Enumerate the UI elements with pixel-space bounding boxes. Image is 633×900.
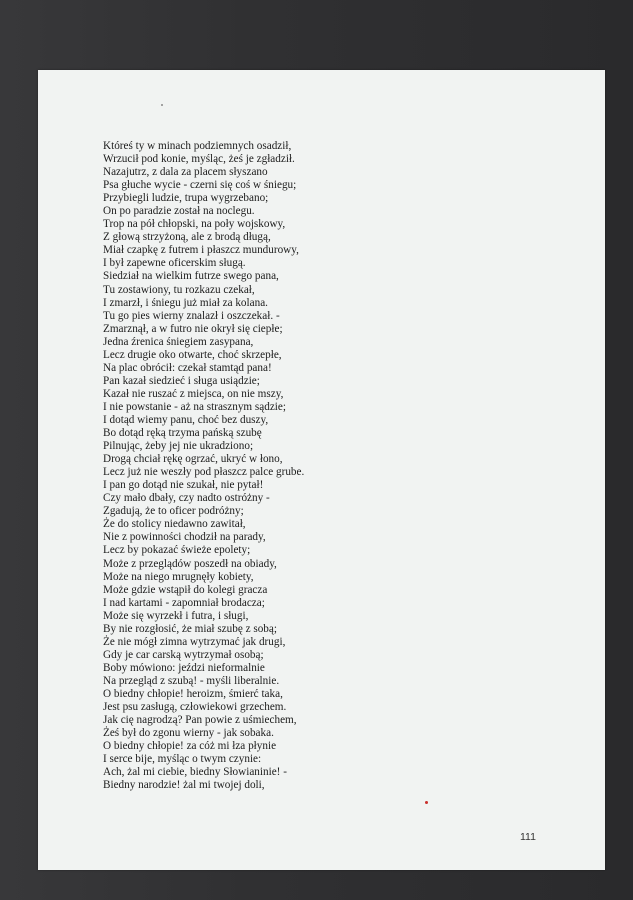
poem-line: Że do stolicy niedawno zawitał, xyxy=(103,518,246,531)
poem-line: Drogą chciał rękę ogrzać, ukryć w łono, xyxy=(103,453,283,466)
poem-line: Biedny narodzie! żal mi twojej doli, xyxy=(103,779,265,792)
poem-line: Zmarznął, a w futro nie okrył się ciepłe; xyxy=(103,322,283,335)
poem-line: Wrzucił pod konie, myśląc, żeś je zgładził. xyxy=(103,153,295,166)
poem-line: Lecz by pokazać świeże epolety; xyxy=(103,544,251,557)
poem-line: Może na niego mrugnęły kobiety, xyxy=(103,570,254,583)
page-number: 111 xyxy=(520,831,536,843)
poem-line: I nad kartami - zapomniał brodacza; xyxy=(103,596,265,609)
ink-speck xyxy=(425,801,428,804)
poem-line: Lecz drugie oko otwarte, choć skrzepłe, xyxy=(103,348,282,361)
poem-line: Psa głuche wycie - czerni się coś w śniegu; xyxy=(103,179,297,192)
poem-line: Tu zostawiony, tu rozkazu czekał, xyxy=(103,283,255,296)
poem-line: Siedział na wielkim futrze swego pana, xyxy=(103,270,279,283)
poem-line: Że nie mógł zimna wytrzymać jak drugi, xyxy=(103,635,286,648)
poem-line: Może gdzie wstąpił do kolegi gracza xyxy=(103,583,268,596)
poem-line: Czy mało dbały, czy nadto ostróżny - xyxy=(103,492,270,505)
poem-line: Kazał nie ruszać z miejsca, on nie mszy, xyxy=(103,387,284,400)
poem-line: On po paradzie został na noclegu. xyxy=(103,205,255,218)
poem-line: Może z przeglądów poszedł na obiady, xyxy=(103,557,277,570)
poem-line: By nie rozgłosić, że miał szubę z sobą; xyxy=(103,622,277,635)
poem-line: I nie powstanie - aż na strasznym sądzie; xyxy=(103,400,286,413)
poem-line: Gdy je car carską wytrzymał osobą; xyxy=(103,648,264,661)
poem-line: I był zapewne oficerskim sługą. xyxy=(103,257,246,270)
poem-line: Jedna źrenica śniegiem zasypana, xyxy=(103,335,254,348)
poem-line: Któreś ty w minach podziemnych osadził, xyxy=(103,140,292,152)
poem-line: Bo dotąd ręką trzyma pańską szubę xyxy=(103,427,262,440)
poem-line: O biedny chłopie! heroizm, śmierć taka, xyxy=(103,687,283,700)
poem-line: Na przegląd z szubą! - myśli liberalnie. xyxy=(103,674,280,687)
poem-line: Tu go pies wierny znalazł i oszczekał. - xyxy=(103,309,280,322)
poem-line: Zgadują, że to oficer podróżny; xyxy=(103,505,244,518)
poem-line: O biedny chłopie! za cóż mi łza płynie xyxy=(103,740,277,753)
poem-line: Miał czapkę z futrem i płaszcz mundurowy, xyxy=(103,244,299,257)
book-page xyxy=(38,70,605,870)
poem-line: Nie z powinności chodził na parady, xyxy=(103,531,266,544)
poem-line: Lecz już nie weszły pod płaszcz palce grube. xyxy=(103,466,305,479)
poem-line: Na plac obrócił: czekał stamtąd pana! xyxy=(103,361,272,374)
poem-line: I pan go dotąd nie szukał, nie pytał! xyxy=(103,479,264,492)
poem-line: I serce bije, myśląc o twym czynie: xyxy=(103,753,262,766)
poem-line: Jest psu zasługą, człowiekowi grzechem. xyxy=(103,701,287,714)
poem-line: I zmarzł, i śniegu już miał za kolana. xyxy=(103,296,268,309)
poem-line: Nazajutrz, z dala za placem słyszano xyxy=(103,166,268,179)
poem-line: Boby mówiono: jeździ nieformalnie xyxy=(103,661,265,674)
poem-line: Z głową strzyżoną, ale z brodą długą, xyxy=(103,231,271,244)
poem-line: Ach, żal mi ciebie, biedny Słowianinie! - xyxy=(103,766,287,779)
poem-line: Może się wyrzekł i futra, i sługi, xyxy=(103,609,249,622)
poem-line: Pan kazał siedzieć i sługa usiądzie; xyxy=(103,374,260,387)
poem-line: Przybiegli ludzie, trupa wygrzebano; xyxy=(103,192,269,205)
poem-line: Trop na pół chłopski, na poły wojskowy, xyxy=(103,218,286,231)
poem-line: Jak cię nagrodzą? Pan powie z uśmiechem, xyxy=(103,714,297,727)
dust-speck xyxy=(161,104,163,106)
poem-line: Żeś był do zgonu wierny - jak sobaka. xyxy=(103,727,274,740)
poem-line: I dotąd wiemy panu, choć bez duszy, xyxy=(103,413,269,426)
poem-line: Pilnując, żeby jej nie ukradziono; xyxy=(103,440,254,453)
poem-text xyxy=(103,140,583,792)
